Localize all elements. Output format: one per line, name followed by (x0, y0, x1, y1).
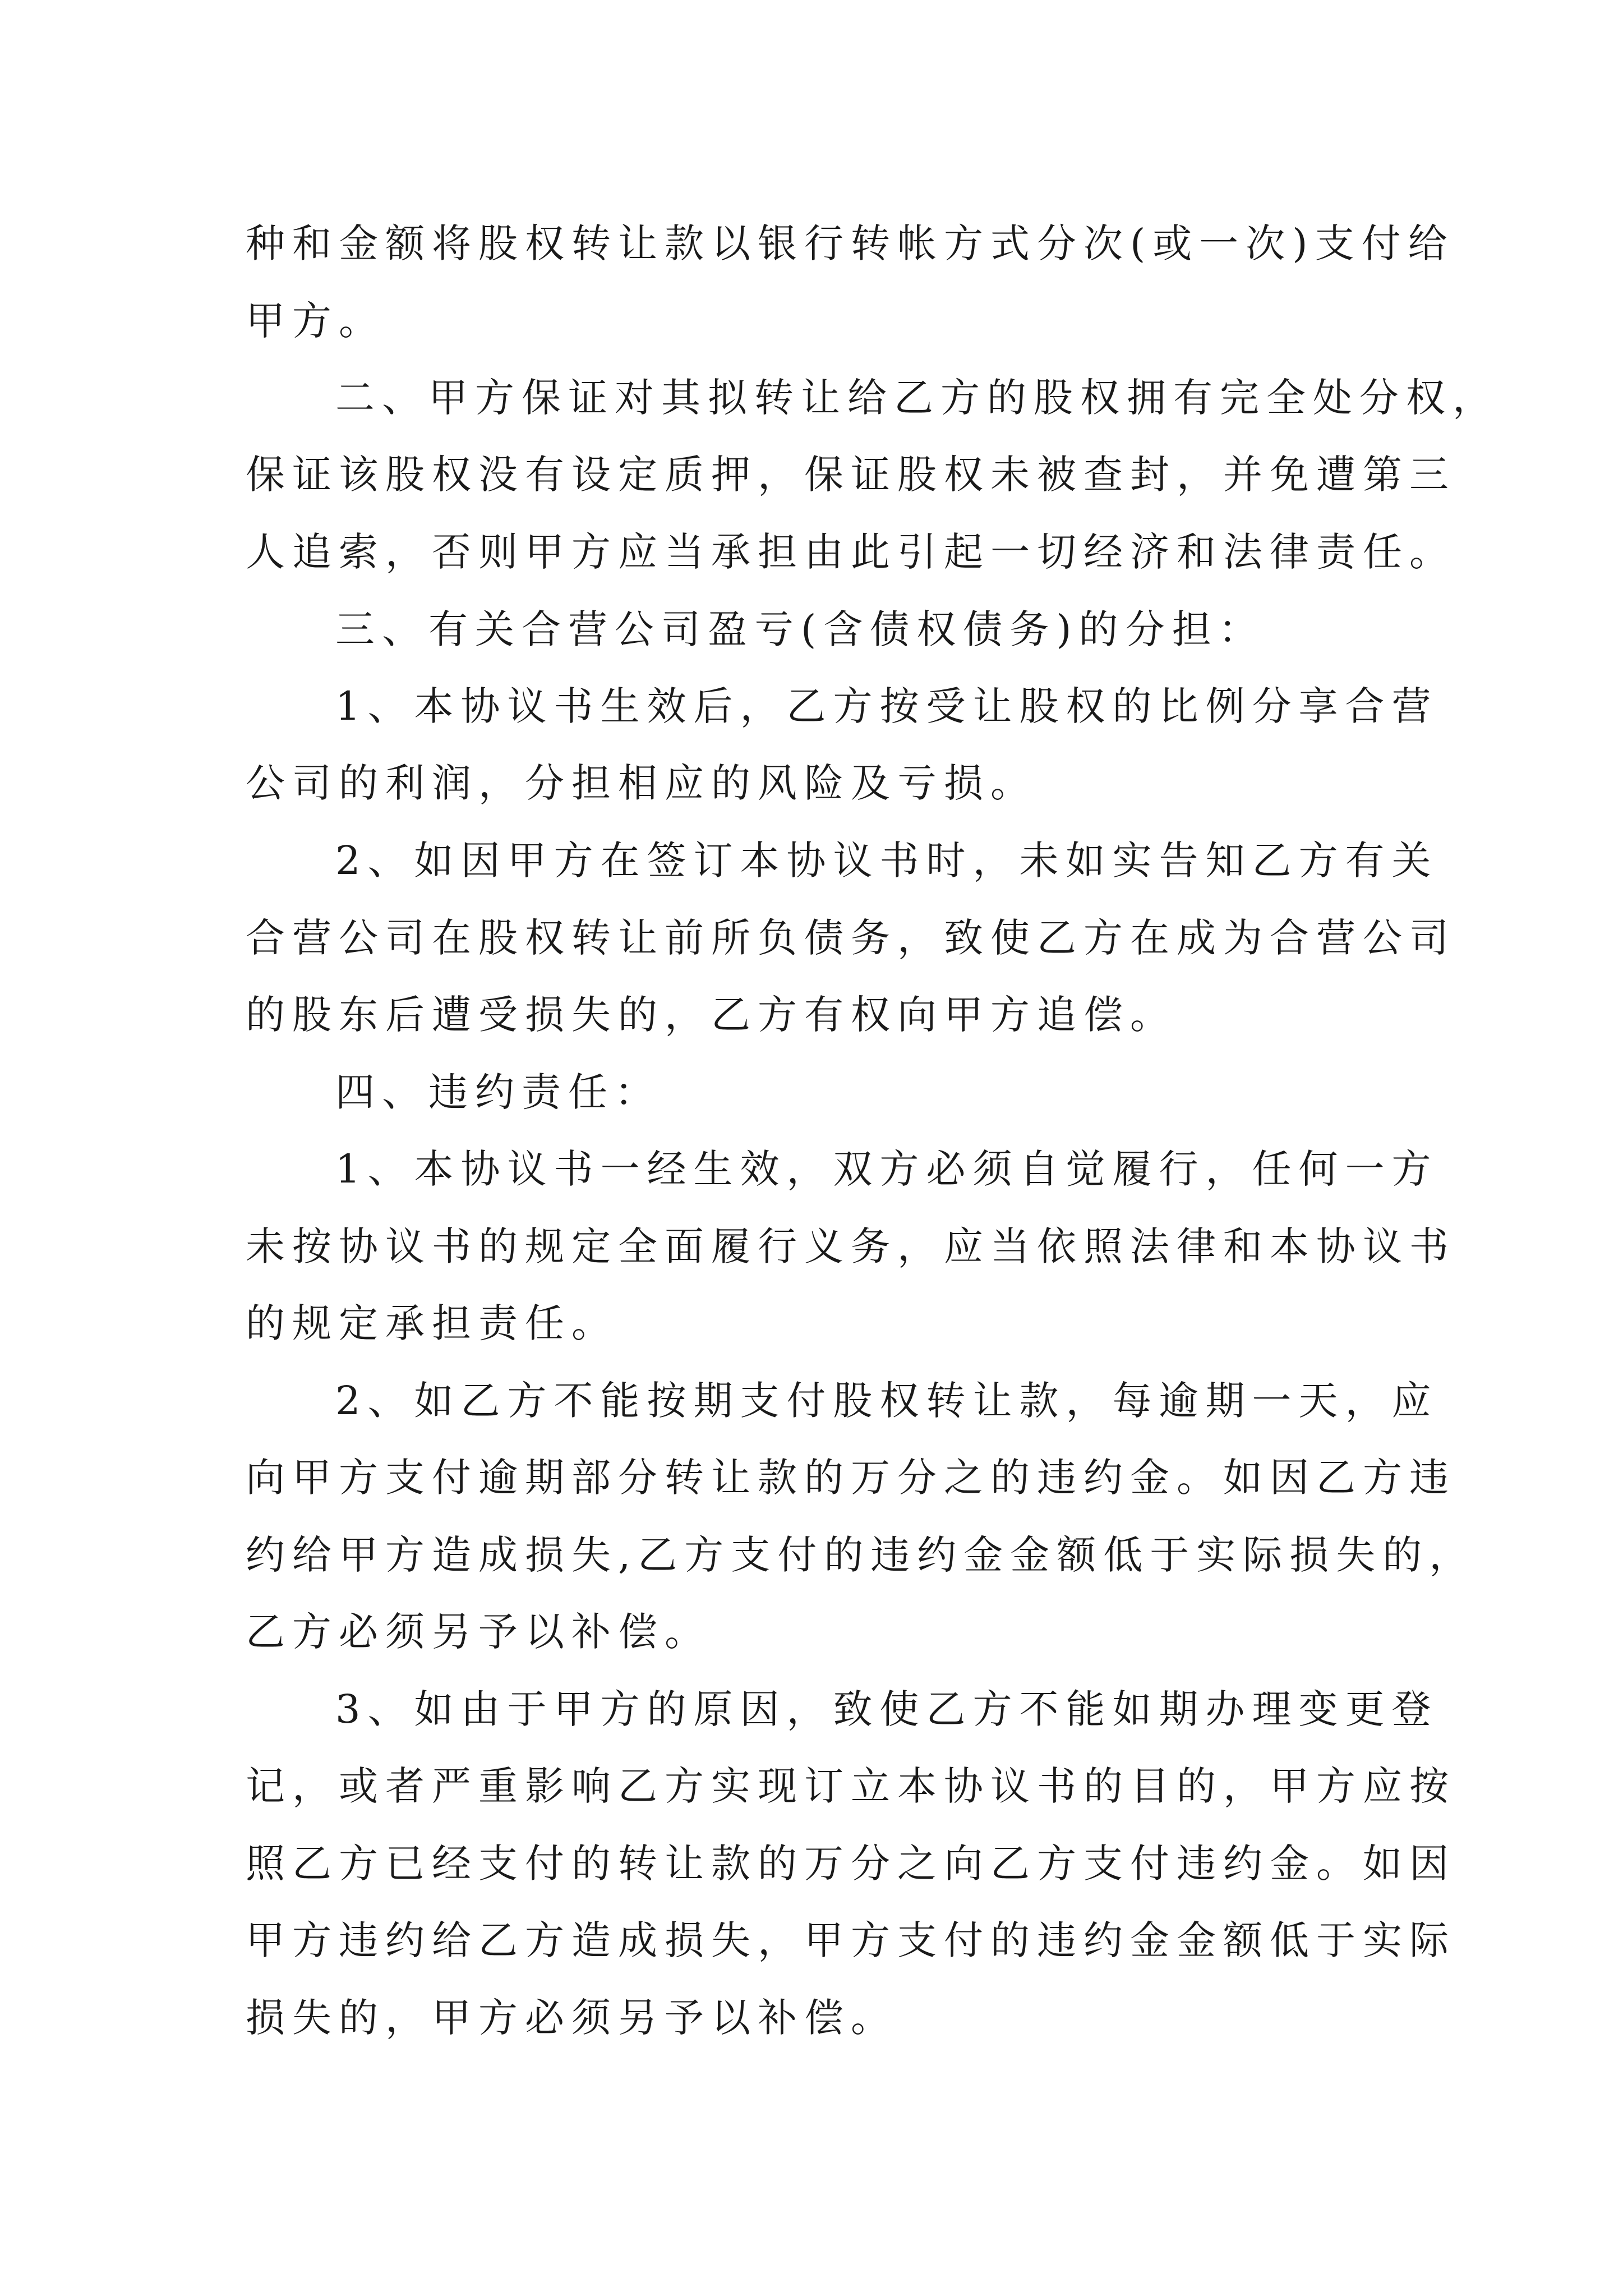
text-line: 1、本协议书生效后，乙方按受让股权的比例分享合营 (335, 683, 1438, 729)
text-line: 种和金额将股权转让款以银行转帐方式分次(或一次)支付给 (246, 220, 1455, 266)
text-line: 二、甲方保证对其拟转让给乙方的股权拥有完全处分权， (335, 375, 1499, 421)
text-line: 2、如因甲方在签订本协议书时，未如实告知乙方有关 (335, 838, 1438, 884)
text-line: 公司的利润，分担相应的风险及亏损。 (246, 760, 1037, 806)
text-line: 的股东后遭受损失的，乙方有权向甲方追偿。 (246, 992, 1177, 1038)
text-line: 甲方违约给乙方造成损失，甲方支付的违约金金额低于实际 (246, 1917, 1456, 1963)
text-line: 三、有关合营公司盈亏(含债权债务)的分担： (335, 606, 1265, 652)
text-line: 乙方必须另予以补偿。 (246, 1609, 711, 1655)
text-line: 未按协议书的规定全面履行义务，应当依照法律和本协议书 (246, 1223, 1456, 1269)
text-line: 照乙方已经支付的转让款的万分之向乙方支付违约金。如因 (246, 1841, 1456, 1887)
text-line: 记，或者严重影响乙方实现订立本协议书的目的，甲方应按 (246, 1763, 1456, 1809)
text-line: 1、本协议书一经生效，双方必须自觉履行，任何一方 (335, 1146, 1438, 1192)
text-line: 保证该股权没有设定质押，保证股权未被查封，并免遭第三 (246, 452, 1456, 498)
text-line: 约给甲方造成损失,乙方支付的违约金金额低于实际损失的， (246, 1532, 1476, 1578)
text-line: 合营公司在股权转让前所负债务，致使乙方在成为合营公司 (246, 915, 1456, 961)
text-line: 2、如乙方不能按期支付股权转让款，每逾期一天，应 (335, 1378, 1438, 1424)
text-line: 3、如由于甲方的原因，致使乙方不能如期办理变更登 (335, 1686, 1438, 1732)
text-line: 向甲方支付逾期部分转让款的万分之的违约金。如因乙方违 (246, 1455, 1456, 1501)
text-line: 人追索，否则甲方应当承担由此引起一切经济和法律责任。 (246, 529, 1456, 575)
text-line: 甲方。 (246, 298, 385, 344)
text-line: 四、违约责任： (335, 1069, 661, 1115)
text-line: 的规定承担责任。 (246, 1300, 618, 1346)
text-line: 损失的，甲方必须另予以补偿。 (246, 1995, 897, 2041)
